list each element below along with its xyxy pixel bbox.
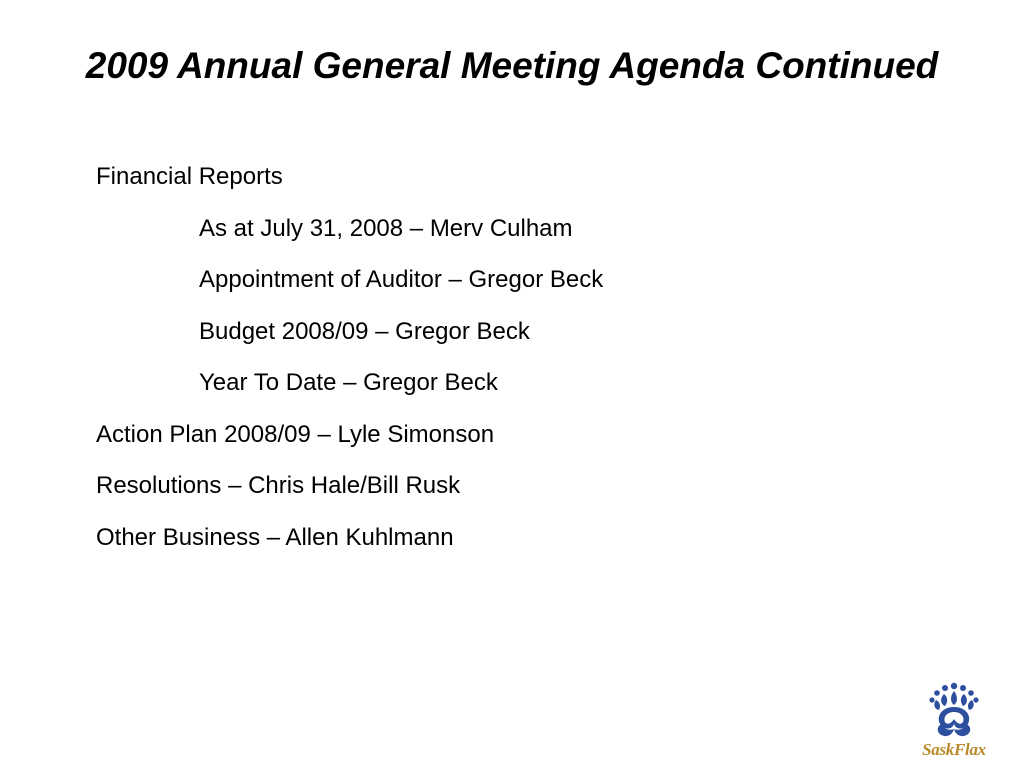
agenda-list [96, 162, 603, 574]
agenda-subitem-year-to-date: Year To Date – Gregor Beck [199, 369, 498, 396]
agenda-subitem-july-31: As at July 31, 2008 – Merv Culham [199, 214, 573, 242]
logo-wordmark: SaskFlax [922, 740, 986, 759]
slide-title: 2009 Annual General Meeting Agenda Continued [85, 45, 939, 86]
flax-flower-icon [914, 680, 994, 740]
agenda-subitem-auditor: Appointment of Auditor – Gregor Beck [199, 266, 604, 293]
agenda-item-resolutions: Resolutions – Chris Hale/Bill Rusk [96, 472, 461, 499]
agenda-item-action-plan: Action Plan 2008/09 – Lyle Simonson [96, 420, 495, 448]
saskflax-logo [914, 680, 994, 762]
agenda-subitem-budget: Budget 2008/09 – Gregor Beck [199, 317, 530, 345]
agenda-item-other-business: Other Business – Allen Kuhlmann [96, 523, 454, 551]
agenda-item-financial-reports: Financial Reports [96, 163, 283, 190]
